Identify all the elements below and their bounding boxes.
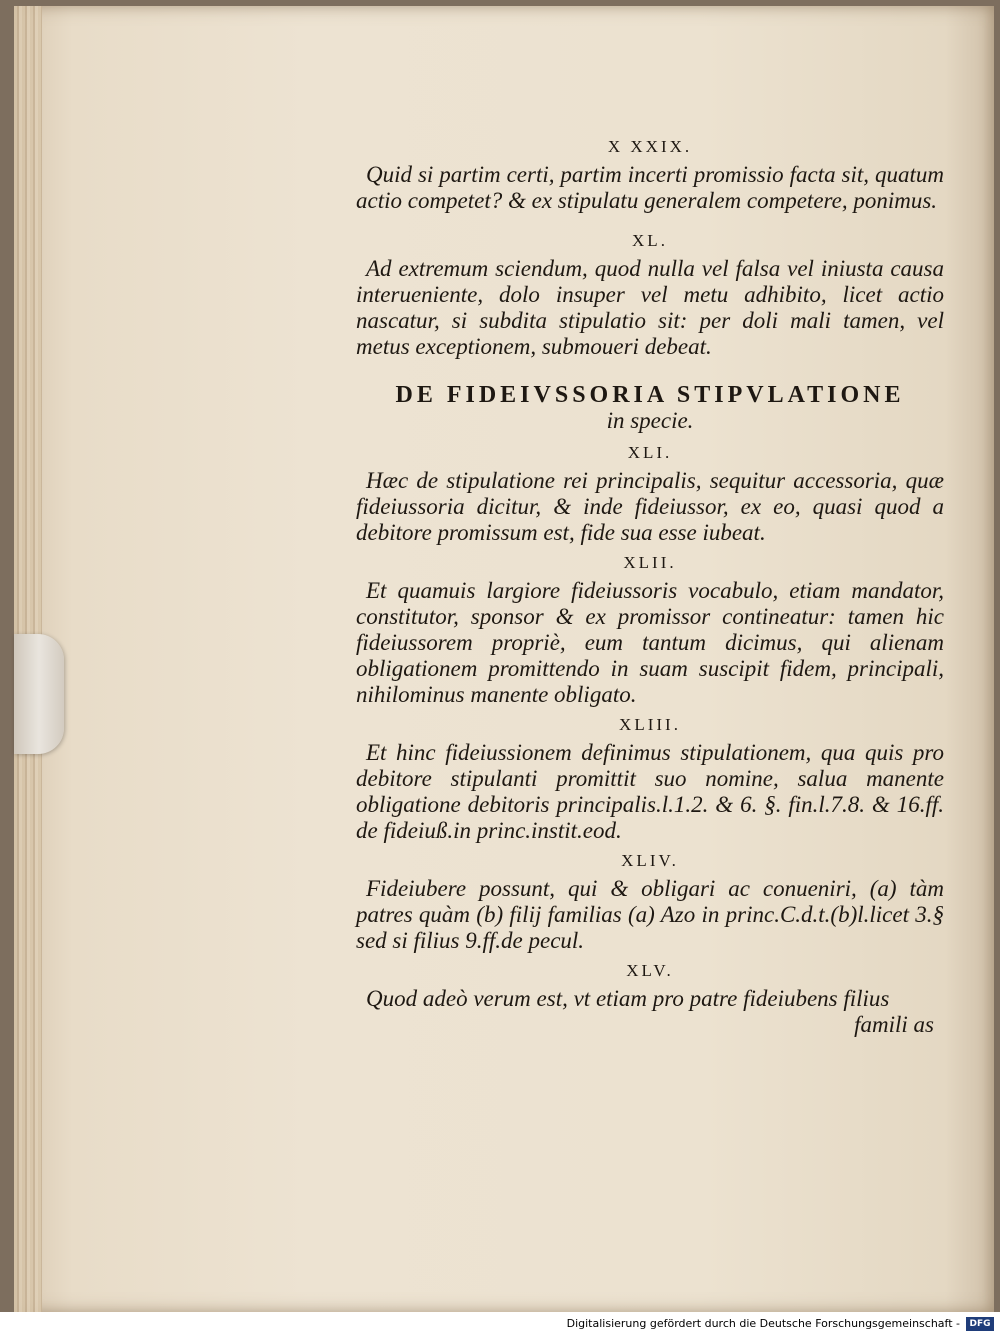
footer-credit: Digitalisierung gefördert durch die Deutsche Forschungsgemeinschaft - bbox=[566, 1317, 960, 1330]
section-heading: DE FIDEIVSSORIA STIPVLATIONE bbox=[395, 382, 905, 408]
paragraph-43: Et hinc fideiussionem definimus stipulationem, qua quis pro debitore stipulanti promittit suo nomine, salua manente obligatione debitoris principalis.l.1.2. & 6. §. fin.l.7.8. & 16.ff. de fideiuß.in princ.instit.eod. bbox=[356, 740, 944, 843]
section-number-45: XLV. bbox=[626, 961, 674, 980]
paragraph-45: Quod adeò verum est, vt etiam pro patre fideiubens filius bbox=[366, 986, 890, 1011]
digitization-footer bbox=[0, 1312, 1000, 1334]
catchword: famili as bbox=[854, 1012, 934, 1037]
section-number-43: XLIII. bbox=[619, 715, 681, 734]
paragraph-41: Hæc de stipulatione rei principalis, sequitur accessoria, quæ fideiussoria dicitur, & inde fideiussor, ex eo, quasi quod a debitore promissum est, fide sua esse iubeat. bbox=[356, 468, 944, 545]
section-subheading: in specie. bbox=[606, 408, 694, 433]
section-number-42: XLII. bbox=[623, 553, 677, 572]
dfg-logo: DFG bbox=[966, 1317, 994, 1331]
paragraph-39: Quid si partim certi, partim incerti promissio facta sit, quatum actio competet? & ex stipulatu generalem competere, ponimus. bbox=[356, 162, 944, 213]
section-number-39: X XXIX. bbox=[607, 137, 693, 156]
section-number-40: XL. bbox=[632, 231, 668, 250]
page-text bbox=[356, 130, 944, 1038]
paragraph-44: Fideiubere possunt, qui & obligari ac conueniri, (a) tàm patres quàm (b) filij familias (a) Azo in princ.C.d.t.(b)l.licet 3.§ sed si filius 9.ff.de pecul. bbox=[356, 876, 944, 953]
paragraph-42: Et quamuis largiore fideiussoris vocabulo, etiam mandator, constitutor, sponsor & ex promissor contineatur: tamen hic fideiussorem propriè, eum tantum dicimus, qui alienam obligationem promittendo in suam suscipit fidem, principali, nihilominus manente obligato. bbox=[356, 578, 944, 707]
paragraph-40: Ad extremum sciendum, quod nulla vel falsa vel iniusta causa interueniente, dolo insuper vel metu adhibito, licet actio nascatur, si subdita stipulatio sit: per doli mali tamen, vel metus exceptionem, submoueri debeat. bbox=[356, 256, 944, 359]
page-tab-marker bbox=[14, 634, 64, 754]
section-number-44: XLIV. bbox=[621, 851, 679, 870]
section-number-41: XLI. bbox=[627, 443, 673, 462]
